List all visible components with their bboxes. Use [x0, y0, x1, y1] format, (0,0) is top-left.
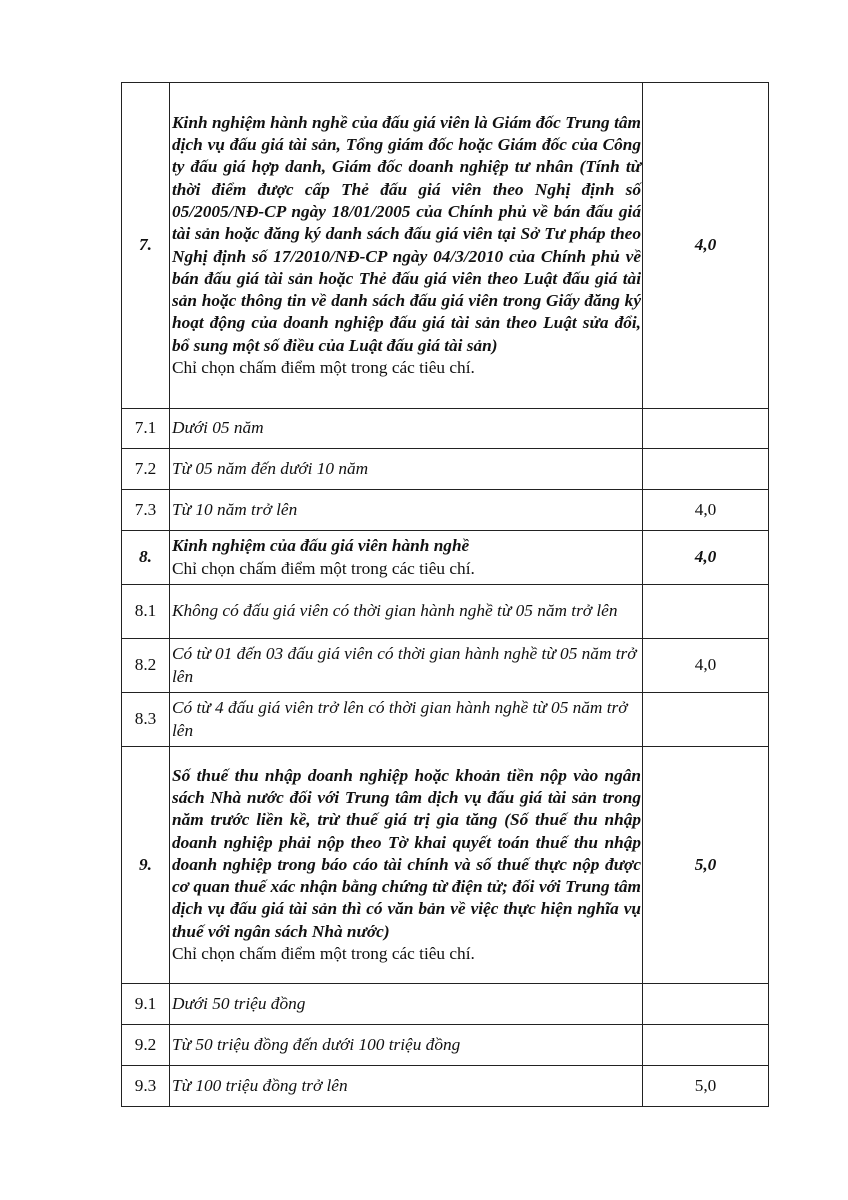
row-score — [643, 984, 769, 1025]
criterion-note: Chỉ chọn chấm điểm một trong các tiêu chí. — [172, 558, 475, 578]
table-row — [122, 693, 769, 747]
row-score: 5,0 — [643, 747, 769, 984]
row-number: 8.2 — [122, 639, 170, 693]
row-number: 7.3 — [122, 490, 170, 531]
row-number: 9. — [122, 747, 170, 984]
row-number: 7.1 — [122, 409, 170, 449]
row-score — [643, 449, 769, 490]
sub-criterion-text: Có từ 01 đến 03 đấu giá viên có thời gian hành nghề từ 05 năm trở lên — [172, 644, 637, 686]
row-description — [170, 984, 643, 1025]
sub-criterion-text: Dưới 05 năm — [172, 418, 264, 438]
row-number: 7.2 — [122, 449, 170, 490]
table-row — [122, 449, 769, 490]
criterion-note: Chỉ chọn chấm điểm một trong các tiêu chí. — [172, 357, 475, 377]
row-description — [170, 449, 643, 490]
sub-criterion-text: Dưới 50 triệu đồng — [172, 993, 306, 1013]
row-score — [643, 693, 769, 747]
row-description — [170, 531, 643, 585]
row-score: 5,0 — [643, 1066, 769, 1107]
row-description — [170, 585, 643, 639]
row-score: 4,0 — [643, 531, 769, 585]
table-row — [122, 1066, 769, 1107]
sub-criterion-text: Từ 50 triệu đồng đến dưới 100 triệu đồng — [172, 1034, 461, 1054]
sub-criterion-text: Từ 10 năm trở lên — [172, 499, 298, 519]
criteria-table — [121, 82, 769, 1107]
row-description — [170, 490, 643, 531]
table-row — [122, 747, 769, 984]
table-row — [122, 531, 769, 585]
table-row — [122, 409, 769, 449]
row-score: 4,0 — [643, 490, 769, 531]
table-row — [122, 984, 769, 1025]
sub-criterion-text: Từ 05 năm đến dưới 10 năm — [172, 458, 369, 478]
row-score: 4,0 — [643, 83, 769, 409]
criterion-text: Kinh nghiệm của đấu giá viên hành nghề — [172, 536, 470, 556]
row-number: 9.2 — [122, 1025, 170, 1066]
row-number: 8. — [122, 531, 170, 585]
row-score — [643, 585, 769, 639]
criterion-note: Chỉ chọn chấm điểm một trong các tiêu chí. — [172, 944, 475, 964]
row-description — [170, 1066, 643, 1107]
table-row — [122, 639, 769, 693]
row-description — [170, 639, 643, 693]
row-description — [170, 1025, 643, 1066]
sub-criterion-text: Không có đấu giá viên có thời gian hành nghề từ 05 năm trở lên — [172, 601, 618, 621]
row-number: 8.1 — [122, 585, 170, 639]
row-description — [170, 747, 643, 984]
table-row — [122, 1025, 769, 1066]
table-row — [122, 585, 769, 639]
row-score — [643, 1025, 769, 1066]
row-number: 8.3 — [122, 693, 170, 747]
row-score: 4,0 — [643, 639, 769, 693]
criterion-text: Số thuế thu nhập doanh nghiệp hoặc khoản tiền nộp vào ngân sách Nhà nước đối với Trung tâm dịch vụ đấu giá tài sản trong năm trước liền kề, trừ thuế giá trị gia tăng (Số thuế thu nhập doanh nghiệp phải nộp theo Tờ khai quyết toán thuế thu nhập doanh nghiệp trong báo cáo tài chính và số thuế thực nộp được cơ quan thuế xác nhận bằng chứng từ điện tử; đối với Trung tâm dịch vụ đấu giá tài sản thì có văn bản về việc thực hiện nghĩa vụ thuế với ngân sách Nhà nước) — [172, 765, 641, 941]
row-description — [170, 693, 643, 747]
row-description — [170, 83, 643, 409]
row-score — [643, 409, 769, 449]
criterion-text: Kinh nghiệm hành nghề của đấu giá viên là Giám đốc Trung tâm dịch vụ đấu giá tài sản, Tổng giám đốc hoặc Giám đốc của Công ty đấu giá hợp danh, Giám đốc doanh nghiệp tư nhân (Tính từ thời điểm được cấp Thẻ đấu giá viên theo Nghị định số 05/2005/NĐ-CP ngày 18/01/2005 của Chính phủ về bán đấu giá tài sản hoặc đăng ký danh sách đấu giá viên tại Sở Tư pháp theo Nghị định số 17/2010/NĐ-CP ngày 04/3/2010 của Chính phủ về bán đấu giá tài sản hoặc Thẻ đấu giá viên theo Luật đấu giá tài sản hoặc thông tin về danh sách đấu giá viên trong Giấy đăng ký hoạt động của doanh nghiệp đấu giá tài sản theo Luật sửa đổi, bổ sung một số điều của Luật đấu giá tài sản) — [172, 112, 641, 355]
row-description — [170, 409, 643, 449]
sub-criterion-text: Có từ 4 đấu giá viên trở lên có thời gian hành nghề từ 05 năm trở lên — [172, 698, 628, 740]
row-number: 9.3 — [122, 1066, 170, 1107]
row-number: 7. — [122, 83, 170, 409]
table-row — [122, 83, 769, 409]
table-row — [122, 490, 769, 531]
row-number: 9.1 — [122, 984, 170, 1025]
sub-criterion-text: Từ 100 triệu đồng trở lên — [172, 1075, 348, 1095]
